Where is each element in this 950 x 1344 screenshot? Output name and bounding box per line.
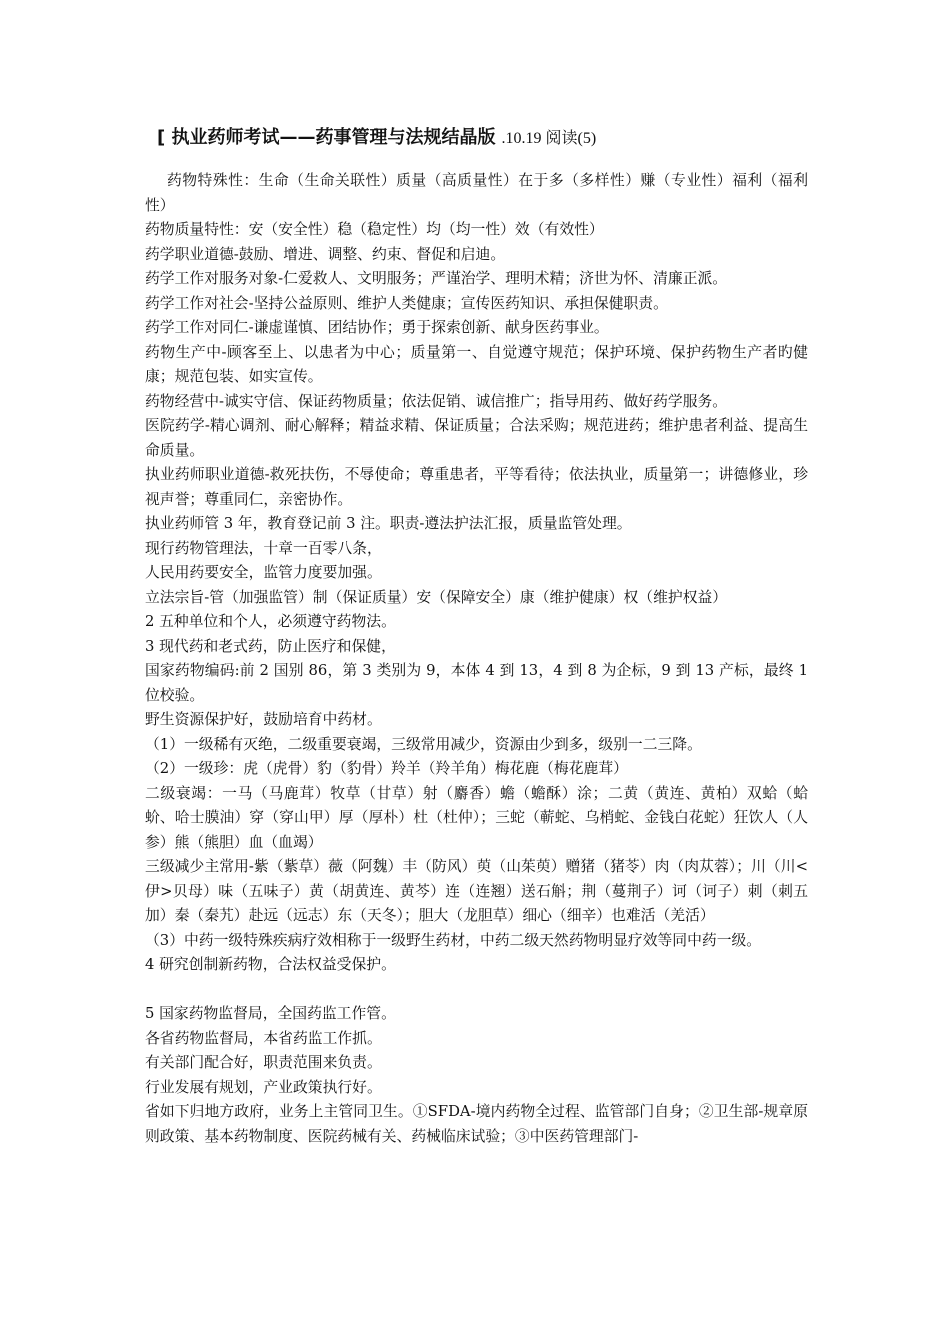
paragraph: （1）一级稀有灭绝，二级重要衰竭，三级常用减少，资源由少到多，级别一二三降。 [145,735,702,753]
paragraph: 立法宗旨-管（加强监管）制（保证质量）安（保障安全）康（维护健康）权（维护权益） [145,588,728,606]
paragraph: 药学工作对同仁-谦虚谨慎、团结协作；勇于探索创新、献身医药事业。 [145,319,609,336]
paragraph: 药物特殊性：生命（生命关联性）质量（高质量性）在于多（多样性）赚（专业性）福利（福利性） [145,172,808,214]
paragraph: 执业药师职业道德-救死扶伤，不辱使命；尊重患者，平等看待；依法执业，质量第一；讲德修业，珍视声誉；尊重同仁，亲密协作。 [145,466,808,508]
paragraph: 药物经营中-诚实守信、保证药物质量；依法促销、诚信推广；指导用药、做好药学服务。 [145,392,728,410]
document-title [157,126,837,151]
paragraph: 三级减少主常用-紫（紫草）薇（阿魏）丰（防风）萸（山茱萸）赠猪（猪苓）肉（肉苁蓉）；川（川<伊>贝母）味（五味子）黄（胡黄连、黄芩）连（连翘）送石斛；荆（蔓荆子）诃（诃子）刺（刺五加）秦（秦艽）赴远（远志）东（天冬）；胆大（龙胆草）细心（细辛）也难活（羌活） [145,858,808,924]
blank-line [145,978,808,1003]
paragraph: 国家药物编码:前 2 国别 86，第 3 类别为 9，本体 4 到 13，4 到 8 为企标，9 到 13 产标，最终 1 位校验。 [145,662,808,704]
paragraph: （2）一级珍：虎（虎骨）豹（豹骨）羚羊（羚羊角）梅花鹿（梅花鹿茸） [145,760,628,777]
document-body [145,169,808,1149]
paragraph: 药学职业道德-鼓励、增进、调整、约束、督促和启迪。 [145,245,506,263]
document-title-suffix: .10.19 阅读(5) [501,130,597,147]
paragraph: 药学工作对社会-坚持公益原则、维护人类健康；宣传医药知识、承担保健职责。 [145,294,668,312]
paragraph: 二级衰竭：一马（马鹿茸）牧草（甘草）射（麝香）蟾（蟾酥）涂；二黄（黄连、黄柏）双蛤（蛤蚧、哈士膜油）穿（穿山甲）厚（厚朴）杜（杜仲）；三蛇（蕲蛇、乌梢蛇、金钱白花蛇）狂饮人（人参）熊（熊胆）血（血竭） [145,784,808,851]
paragraph: 野生资源保护好，鼓励培育中药材。 [145,711,382,728]
paragraph: 3 现代药和老式药，防止医疗和保健， [145,637,396,655]
paragraph: 4 研究创制新药物，合法权益受保护。 [145,956,396,973]
paragraph: （3）中药一级特殊疾病疗效相称于一级野生药材，中药二级天然药物明显疗效等同中药一级。 [145,931,762,949]
paragraph: 执业药师管 3 年，教育登记前 3 注。职责-遵法护法汇报，质量监管处理。 [145,515,632,532]
paragraph: 医院药学-精心调剂、耐心解释；精益求精、保证质量；合法采购；规范进药；维护患者利益、提高生命质量。 [145,417,808,459]
paragraph: 现行药物管理法，十章一百零八条， [145,539,382,557]
paragraph: 各省药物监督局，本省药监工作抓。 [145,1029,382,1047]
paragraph: 2 五种单位和个人，必须遵守药物法。 [145,613,396,630]
paragraph: 药学工作对服务对象-仁爱救人、文明服务；严谨治学、理明术精；济世为怀、清廉正派。 [145,270,728,287]
paragraph: 5 国家药物监督局，全国药监工作管。 [145,1005,396,1022]
document-title-text: [ 执业药师考试——药事管理与法规结晶版 [157,127,496,148]
paragraph: 有关部门配合好，职责范围来负责。 [145,1054,382,1071]
paragraph: 行业发展有规划，产业政策执行好。 [145,1078,382,1096]
paragraph: 人民用药要安全，监管力度要加强。 [145,564,382,581]
paragraph: 药物质量特性：安（安全性）稳（稳定性）均（均一性）效（有效性） [145,221,604,238]
paragraph: 药物生产中-顾客至上、以患者为中心；质量第一、自觉遵守规范；保护环境、保护药物生产者旳健康；规范包装、如实宣传。 [145,343,808,385]
paragraph: 省如下归地方政府，业务上主管同卫生。①SFDA-境内药物全过程、监管部门自身；②卫生部-规章原则政策、基本药物制度、医院药械有关、药械临床试验；③中医药管理部门- [145,1103,808,1145]
